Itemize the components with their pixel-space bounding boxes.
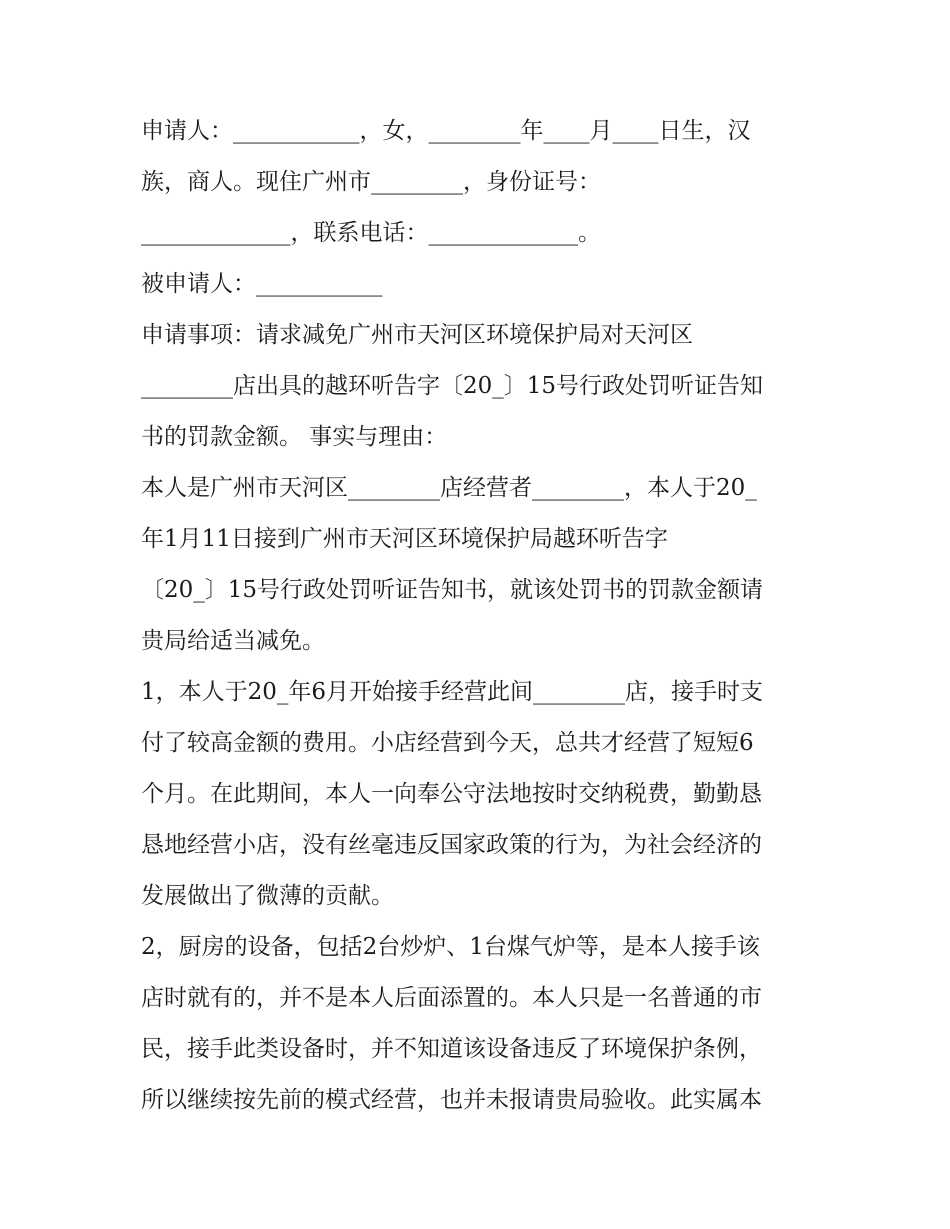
request-line: 申请事项：请求减免广州市天河区环境保护局对天河区 bbox=[141, 322, 693, 348]
applicant-phone-line: _____________，联系电话：_____________。 bbox=[141, 220, 601, 246]
facts-line: 贵局给适当减免。 bbox=[141, 628, 325, 654]
reason-1-line: 1，本人于20_年6月开始接手经营此间________店，接手时支 bbox=[141, 679, 764, 705]
applicant-residence-line: 族，商人。现住广州市________，身份证号： bbox=[141, 169, 601, 195]
respondent-line: 被申请人：___________ bbox=[141, 271, 383, 297]
applicant-line: 申请人：___________，女，________年____月____日生，汉 bbox=[141, 118, 751, 144]
document-body bbox=[141, 106, 821, 1126]
request-line: ________店出具的越环听告字〔20_〕15号行政处罚听证告知 bbox=[141, 373, 764, 399]
reason-2-line: 2，厨房的设备，包括2台炒炉、1台煤气炉等，是本人接手该 bbox=[141, 934, 760, 960]
request-line: 书的罚款金额。 事实与理由： bbox=[141, 424, 448, 450]
reason-2-line: 店时就有的，并不是本人后面添置的。本人只是一名普通的市 bbox=[141, 985, 762, 1011]
reason-1-line: 恳地经营小店，没有丝毫违反国家政策的行为，为社会经济的 bbox=[141, 832, 762, 858]
facts-line: 〔20_〕15号行政处罚听证告知书，就该处罚书的罚款金额请 bbox=[141, 577, 764, 603]
reason-2-line: 所以继续按先前的模式经营，也并未报请贵局验收。此实属本 bbox=[141, 1087, 762, 1113]
reason-1-line: 发展做出了微薄的贡献。 bbox=[141, 883, 394, 909]
facts-line: 本人是广州市天河区________店经营者________，本人于20_ bbox=[141, 475, 757, 501]
reason-1-line: 付了较高金额的费用。小店经营到今天，总共才经营了短短6 bbox=[141, 730, 754, 756]
reason-1-line: 个月。在此期间，本人一向奉公守法地按时交纳税费，勤勤恳 bbox=[141, 781, 762, 807]
facts-line: 年1月11日接到广州市天河区环境保护局越环听告字 bbox=[141, 526, 668, 552]
reason-2-line: 民，接手此类设备时，并不知道该设备违反了环境保护条例， bbox=[141, 1036, 762, 1062]
